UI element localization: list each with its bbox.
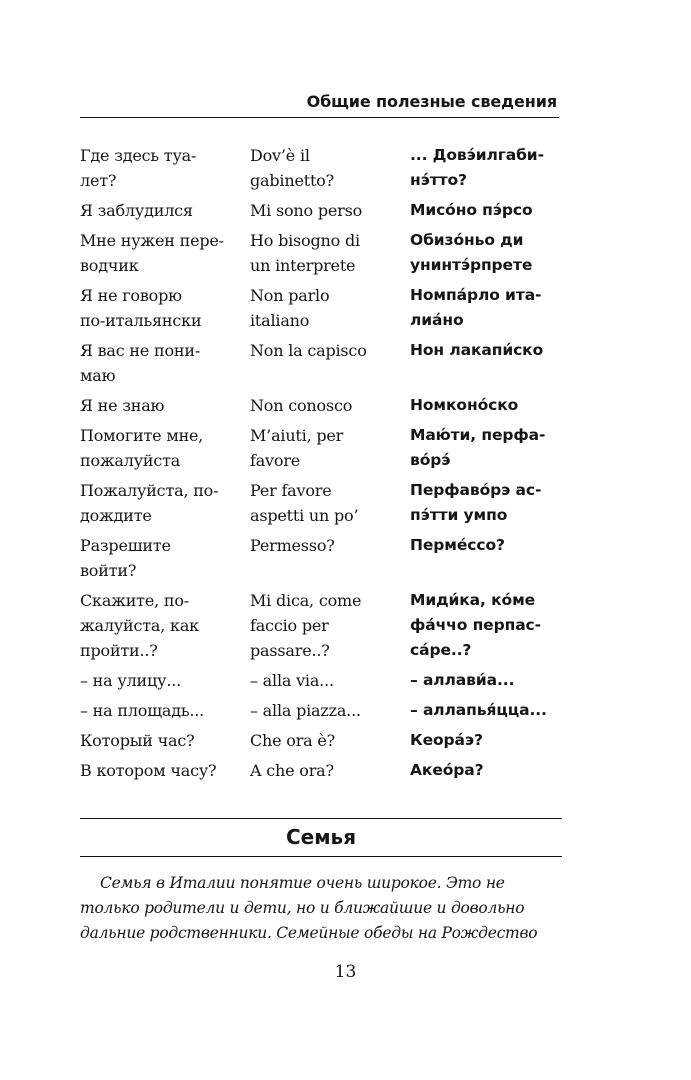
transcription: Обизо́ньо ди унинтэ́рпрете [410, 231, 533, 274]
russian-phrase: Я вас не пони- маю [80, 341, 201, 385]
phrase-row [80, 338, 570, 388]
section-title: Семья [285, 825, 357, 849]
russian-phrase: Пожалуйста, по- дождите [80, 481, 219, 525]
italian-phrase: – alla piazza... [250, 701, 361, 720]
italian-phrase: Mi dica, come faccio per passare..? [250, 591, 362, 660]
italian-phrase: Permesso? [250, 536, 335, 555]
russian-phrase: Где здесь туа- лет? [80, 146, 197, 190]
russian-phrase: В котором часу? [80, 761, 217, 780]
transcription: Нон лакапи́ско [410, 341, 544, 359]
section-body-line: только родители и дети, но и ближайшие и довольно [80, 899, 525, 917]
phrase-row [80, 668, 570, 693]
phrase-row [80, 588, 570, 663]
russian-phrase: Скажите, по- жалуйста, как пройти..? [80, 591, 199, 660]
transcription: Номконо́ско [410, 396, 519, 414]
transcription: – аллави́а... [410, 671, 515, 689]
italian-phrase: Ho bisogno di un interprete [250, 231, 360, 275]
phrase-row [80, 228, 570, 278]
transcription: Перме́ссо? [410, 536, 505, 554]
russian-phrase: Разрешите войти? [80, 536, 171, 580]
italian-phrase: Non conosco [250, 396, 353, 415]
phrase-row [80, 728, 570, 753]
section-body-line: Семья в Италии понятие очень широкое. Это не [100, 874, 505, 892]
russian-phrase: Я заблудился [80, 201, 193, 220]
phrase-row [80, 758, 570, 783]
page-number: 13 [334, 962, 357, 982]
section-body [80, 871, 564, 946]
italian-phrase: A che ora? [250, 761, 334, 780]
italian-phrase: – alla via... [250, 671, 334, 690]
transcription: Перфаво́рэ ас- пэ́тти умпо [410, 481, 542, 524]
transcription: Кеора́э? [410, 731, 483, 749]
italian-phrase: Non la capisco [250, 341, 367, 360]
transcription: Мисо́но пэ́рсо [410, 201, 533, 219]
phrase-row [80, 283, 570, 333]
italian-phrase: M’aiuti, per favore [250, 426, 344, 470]
russian-phrase: Мне нужен пере- водчик [80, 231, 224, 275]
phrase-row [80, 533, 570, 583]
phrase-row [80, 423, 570, 473]
transcription: Миди́ка, ко́ме фа́ччо перпас- са́ре..? [410, 591, 541, 659]
section-body-line: дальние родственники. Семейные обеды на Рождество [80, 924, 538, 942]
russian-phrase: Я не говорю по-итальянски [80, 286, 202, 330]
transcription: – аллапья́цца... [410, 701, 547, 719]
phrase-row [80, 478, 570, 528]
page-header-title: Общие полезные сведения [306, 92, 557, 111]
italian-phrase: Dov’è il gabinetto? [250, 146, 334, 190]
transcription: ... Довэ́илгаби- нэ́тто? [410, 146, 544, 189]
phrase-row [80, 393, 570, 418]
russian-phrase: Который час? [80, 731, 195, 750]
transcription: Маю́ти, перфа- во́рэ́ [410, 426, 546, 469]
section-rule-bottom [80, 856, 562, 857]
header-rule [80, 117, 559, 118]
italian-phrase: Mi sono perso [250, 201, 363, 220]
italian-phrase: Che ora è? [250, 731, 336, 750]
phrase-table [80, 143, 570, 788]
italian-phrase: Per favore aspetti un po’ [250, 481, 359, 525]
russian-phrase: – на улицу... [80, 671, 181, 690]
phrase-row [80, 198, 570, 223]
russian-phrase: Помогите мне, пожалуйста [80, 426, 204, 470]
transcription: Номпа́рло ита- лиа́но [410, 286, 542, 329]
russian-phrase: – на площадь... [80, 701, 205, 720]
italian-phrase: Non parlo italiano [250, 286, 330, 330]
russian-phrase: Я не знаю [80, 396, 165, 415]
phrase-row [80, 698, 570, 723]
phrase-row [80, 143, 570, 193]
transcription: Акео́ра? [410, 761, 484, 779]
section-rule-top [80, 818, 562, 819]
